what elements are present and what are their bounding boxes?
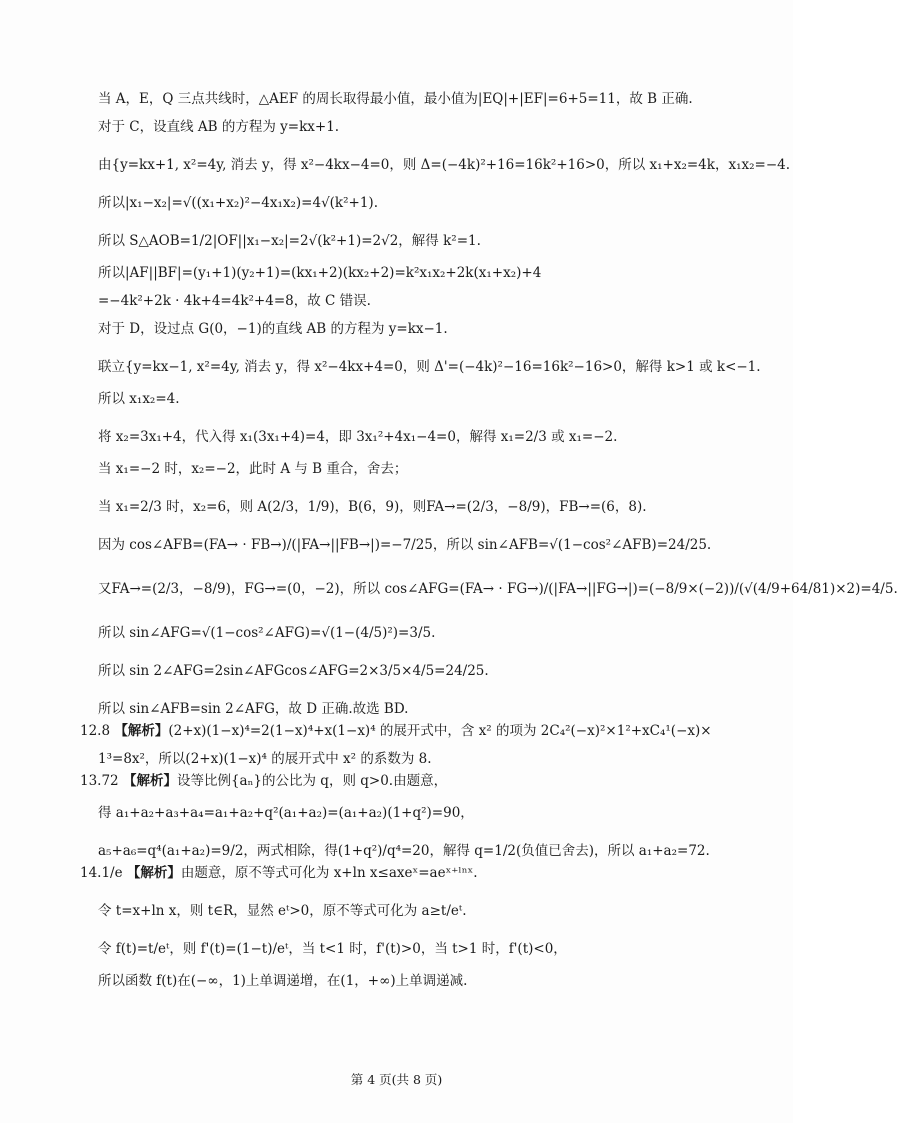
text-line: 所以 x₁x₂=4. [98,391,180,407]
text-line: 令 f(t)=t/eᵗ，则 f'(t)=(1−t)/eᵗ，当 t<1 时，f'(t)>0，当 t>1 时，f'(t)<0， [98,941,567,957]
question-text: 由题意，原不等式可化为 x+ln x≤axeˣ=aeˣ⁺ˡⁿˣ. [180,865,478,881]
text-line: 因为 cos∠AFB=(FA→ · FB→)/(|FA→||FB→|)=−7/25，所以 sin∠AFB=√(1−cos²∠AFB)=24/25. [98,537,712,553]
text-line: 1³=8x²，所以(2+x)(1−x)⁴ 的展开式中 x² 的系数为 8. [98,751,432,767]
page-content [80,88,898,992]
text-line: 令 t=x+ln x，则 t∈R，显然 eᵗ>0，原不等式可化为 a≥t/eᵗ. [98,903,467,919]
text-line: 所以 sin 2∠AFG=2sin∠AFGcos∠AFG=2×3/5×4/5=24/25. [98,663,489,679]
question-14-line [80,862,758,884]
text-line: 当 A，E，Q 三点共线时，△AEF 的周长取得最小值，最小值为|EQ|+|EF|=6+5=11，故 B 正确. [98,91,693,107]
analysis-tag: 【解析】 [114,723,169,739]
question-12-line [80,720,758,742]
text-line: 联立{y=kx−1, x²=4y, 消去 y，得 x²−4kx+4=0，则 Δ'=(−4k)²−16=16k²−16>0，解得 k>1 或 k<−1. [98,359,761,375]
text-line: 将 x₂=3x₁+4，代入得 x₁(3x₁+4)=4，即 3x₁²+4x₁−4=0，解得 x₁=2/3 或 x₁=−2. [98,429,618,445]
text-line: 所以 sin∠AFG=√(1−cos²∠AFG)=√(1−(4/5)²)=3/5. [98,625,436,641]
text-line: 所以 S△AOB=1/2|OF||x₁−x₂|=2√(k²+1)=2√2，解得 k²=1. [98,233,481,249]
text-line: a₅+a₆=q⁴(a₁+a₂)=9/2，两式相除，得(1+q²)/q⁴=20，解得 q=1/2(负值已舍去)，所以 a₁+a₂=72. [98,843,710,859]
text-line: 当 x₁=2/3 时，x₂=6，则 A(2/3，1/9)，B(6，9)，则FA→=(2/3，−8/9)，FB→=(6，8). [98,499,647,515]
text-line: 又FA→=(2/3，−8/9)，FG→=(0，−2)，所以 cos∠AFG=(FA→ · FG→)/(|FA→||FG→|)=(−8/9×(−2))/(√(4/9+64/81)×2)=4/5. [98,581,898,597]
text-line: 对于 D，设过点 G(0，−1)的直线 AB 的方程为 y=kx−1. [98,321,448,337]
question-text: 设等比例{aₙ}的公比为 q，则 q>0.由题意， [176,773,448,789]
text-line: 对于 C，设直线 AB 的方程为 y=kx+1. [98,119,340,135]
question-text: (2+x)(1−x)⁴=2(1−x)⁴+x(1−x)⁴ 的展开式中，含 x² 的项为 2C₄²(−x)²×1²+xC₄¹(−x)× [168,723,712,739]
text-line: 所以|AF||BF|=(y₁+1)(y₂+1)=(kx₁+2)(kx₂+2)=k²x₁x₂+2k(x₁+x₂)+4 [98,265,542,281]
text-line: 所以 sin∠AFB=sin 2∠AFG，故 D 正确.故选 BD. [98,701,409,717]
text-line: =−4k²+2k · 4k+4=4k²+4=8，故 C 错误. [98,293,371,309]
text-line: 所以函数 f(t)在(−∞，1)上单调递增，在(1，+∞)上单调递减. [98,973,468,989]
analysis-tag: 【解析】 [126,865,181,881]
text-line: 由{y=kx+1, x²=4y, 消去 y，得 x²−4kx−4=0，则 Δ=(−4k)²+16=16k²+16>0，所以 x₁+x₂=4k，x₁x₂=−4. [98,157,791,173]
question-number: 14.1/e [80,865,123,881]
question-13-line [80,770,758,792]
analysis-tag: 【解析】 [122,773,177,789]
text-line: 所以|x₁−x₂|=√((x₁+x₂)²−4x₁x₂)=4√(k²+1). [98,195,378,211]
page-footer: 第 4 页(共 8 页) [350,1072,443,1087]
question-number: 13.72 [80,773,119,789]
question-number: 12.8 [80,723,111,739]
text-line: 当 x₁=−2 时，x₂=−2，此时 A 与 B 重合，舍去； [98,461,408,477]
text-line: 得 a₁+a₂+a₃+a₄=a₁+a₂+q²(a₁+a₂)=(a₁+a₂)(1+q²)=90， [98,805,474,821]
